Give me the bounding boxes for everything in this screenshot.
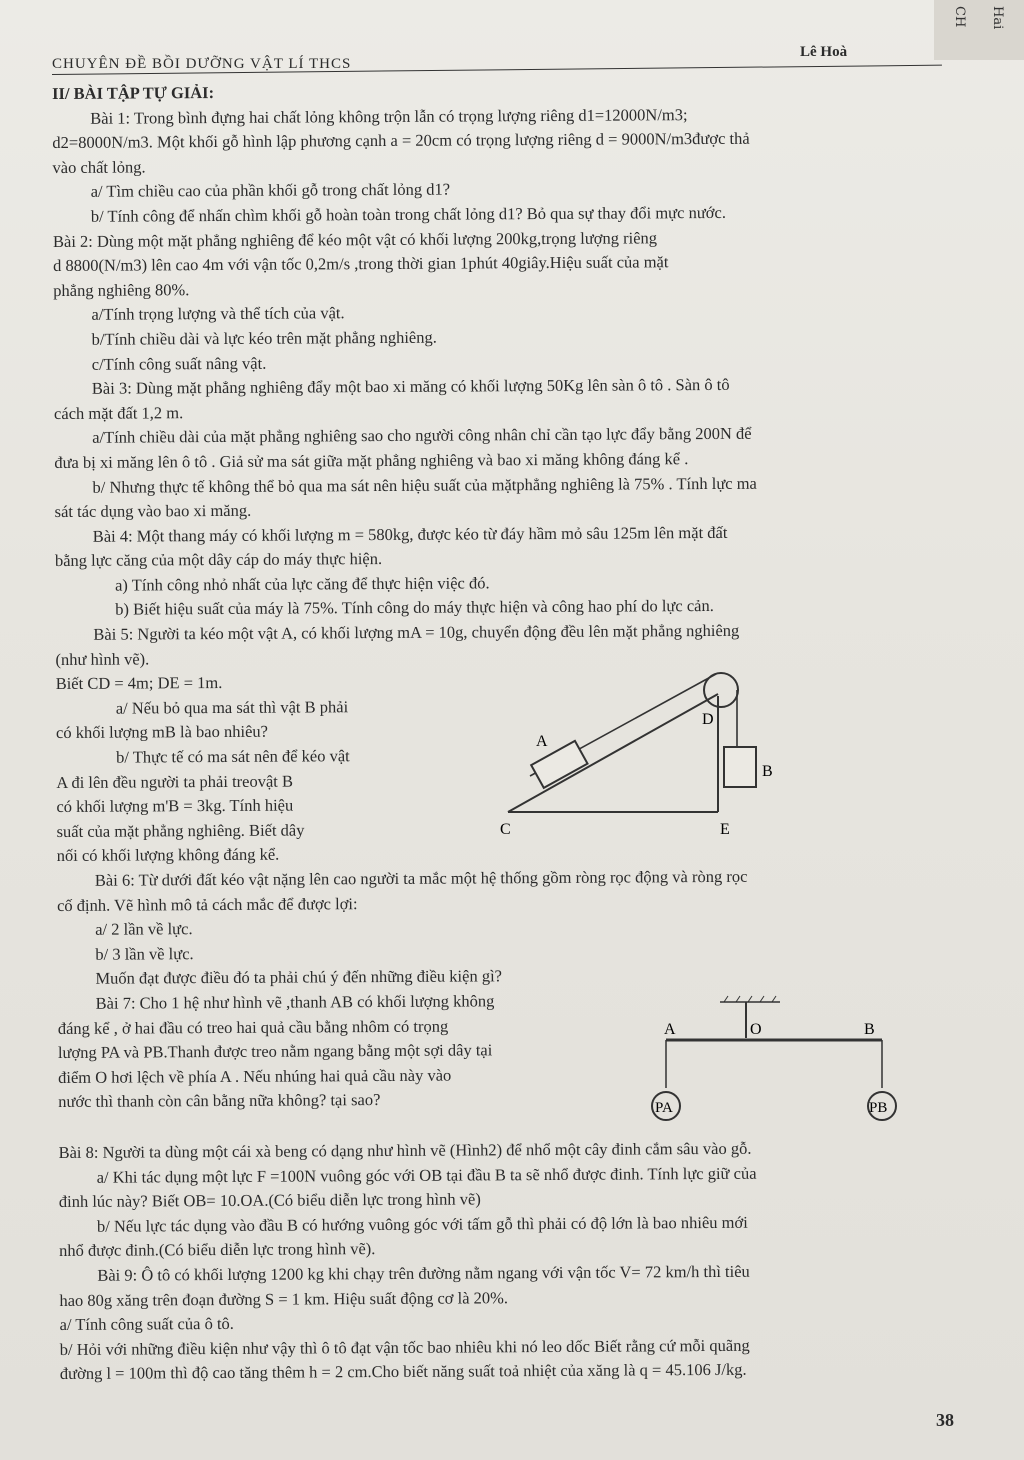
label-b: B — [864, 1021, 875, 1038]
label-a: A — [536, 733, 548, 750]
bai5-line9: suất của mặt phẳng nghiêng. Biết dây — [56, 820, 305, 841]
corner-text-b: Hai — [990, 6, 1005, 30]
bai7-line5: nước thì thanh còn cân bằng nữa không? tại sao? — [58, 1090, 381, 1112]
bai8-line3: đinh lúc này? Biết OB= 10.OA.(Có biểu diễn lực trong hình vẽ) — [58, 1189, 481, 1212]
hatch — [736, 996, 740, 1002]
bai4-line2: bằng lực căng của một dây cáp do máy thực hiện. — [54, 549, 383, 571]
bai9-line1: Bài 9: Ô tô có khối lượng 1200 kg khi chạy trên đường nằm ngang với vận tốc V= 72 km/h thì tiêu — [97, 1261, 750, 1285]
bai6-question: Muốn đạt được điều đó ta phải chú ý đến những điều kiện gì? — [95, 966, 503, 989]
hatch — [748, 996, 752, 1002]
bai5-line3: Biết CD = 4m; DE = 1m. — [55, 673, 223, 694]
bai5-line2: (như hình vẽ). — [55, 649, 150, 669]
bai2-part-c: c/Tính công suất nâng vật. — [91, 353, 267, 374]
label-d: D — [702, 711, 714, 728]
bai1-line2: d2=8000N/m3. Một khối gỗ hình lập phương cạnh a = 20cm có trọng lượng riêng d = 9000N/m3được thả — [52, 128, 750, 153]
page-number: 38 — [936, 1410, 954, 1430]
label-a: A — [664, 1021, 676, 1038]
header-author: Lê Hoà — [800, 44, 848, 60]
bai5-line1: Bài 5: Người ta kéo một vật A, có khối lượng mA = 10g, chuyển động đều lên mặt phẳng nghiêng — [93, 620, 740, 644]
bai4-part-a: a) Tính công nhỏ nhất của lực căng để thực hiện việc đó. — [115, 573, 490, 595]
bai3-line4: đưa bị xi măng lên ô tô . Giả sử ma sát giữa mặt phẳng nghiêng và bao xi măng không đáng kể . — [54, 449, 689, 472]
bai1-line3: vào chất lỏng. — [52, 157, 146, 177]
bai6-line2: cố định. Vẽ hình mô tả cách mắc để được lợi: — [56, 893, 358, 915]
lever-balance-figure — [650, 992, 900, 1124]
bai3-line2: cách mặt đất 1,2 m. — [53, 402, 184, 423]
header-title: CHUYÊN ĐỀ BỒI DƯỠNG VẬT LÍ THCS — [52, 56, 352, 72]
bai5-line10: nối có khối lượng không đáng kể. — [56, 845, 280, 866]
bai8-line5: nhổ được đinh.(Có biểu diễn lực trong hình vẽ). — [59, 1239, 376, 1261]
label-e: E — [720, 821, 730, 838]
bai5-line8: có khối lượng m'B = 3kg. Tính hiệu — [56, 795, 294, 817]
bai5-line7: A đi lên đều người ta phải treovật B — [56, 771, 294, 792]
hatch — [724, 996, 728, 1002]
bai8-part-b: b/ Nếu lực tác dụng vào đầu B có hướng vuông góc với tấm gỗ thì phải có độ lớn là bao nhiêu mới — [96, 1212, 748, 1236]
bai5-part-a: a/ Nếu bỏ qua ma sát thì vật B phải — [115, 697, 349, 718]
bai8-part-a: a/ Khi tác dụng một lực F =100N vuông góc với OB tại đầu B ta sẽ nhổ được đinh. Tính lực giữ của — [96, 1163, 757, 1187]
bai1-part-a: a/ Tìm chiều cao của phần khối gỗ trong chất lỏng d1? — [90, 179, 451, 202]
corner-text-a: CH — [952, 6, 967, 28]
bai9-part-a: a/ Tính công suất của ô tô. — [59, 1314, 234, 1335]
bai7-line1: Bài 7: Cho 1 hệ như hình vẽ ,thanh AB có khối lượng không — [95, 991, 495, 1013]
bai2-part-b: b/Tính chiều dài và lực kéo trên mặt phẳng nghiêng. — [91, 327, 437, 349]
bai9-part-b-line1: b/ Hỏi với những điều kiện như vậy thì ô tô đạt vận tốc bao nhiêu khi nó leo dốc Biết rằng cứ mỗi quãng — [59, 1335, 750, 1359]
bai2-line3: phẳng nghiêng 80%. — [53, 279, 190, 300]
bai5-line5: có khối lượng mB là bao nhiêu? — [55, 722, 268, 743]
incline-pulley-figure — [496, 672, 776, 842]
bai2-line2: d 8800(N/m3) lên cao 4m với vận tốc 0,2m/s ,trong thời gian 1phút 40giây.Hiệu suất của mặt — [53, 252, 669, 276]
label-pa: PA — [655, 1100, 673, 1116]
bai2-line1: Bài 2: Dùng một mặt phẳng nghiêng để kéo một vật có khối lượng 200kg,trọng lượng riêng — [52, 227, 658, 251]
bai9-part-b-line2: đường l = 100m thì độ cao tăng thêm h = 2 cm.Cho biết năng suất toả nhiệt của xăng là q = 45.106 J/kg. — [59, 1360, 747, 1384]
bai1-part-b: b/ Tính công để nhấn chìm khối gỗ hoàn toàn trong chất lỏng d1? Bỏ qua sự thay đổi mực nước. — [90, 202, 726, 226]
bai6-line1: Bài 6: Từ dưới đất kéo vật nặng lên cao người ta mắc một hệ thống gồm ròng rọc động và ròng rọc — [94, 866, 748, 890]
bai1-line1: Bài 1: Trong bình đựng hai chất lỏng không trộn lẫn có trọng lượng riêng d1=12000N/m3; — [90, 104, 688, 128]
bai7-line3: lượng PA và PB.Thanh được treo nằm ngang bằng một sợi dây tại — [57, 1040, 493, 1063]
bai3-line5: b/ Nhưng thực tế không thể bỏ qua ma sát nên hiệu suất của mặtphẳng nghiêng là 75% . Tính lực ma — [92, 473, 757, 497]
pulley-wheel — [704, 673, 738, 707]
label-b: B — [762, 763, 773, 780]
label-pb: PB — [869, 1100, 888, 1116]
label-c: C — [500, 821, 511, 838]
bai3-line1: Bài 3: Dùng mặt phẳng nghiêng đẩy một bao xi măng có khối lượng 50Kg lên sàn ô tô . Sàn ô tô — [91, 374, 730, 398]
bai5-part-b: b/ Thực tế có ma sát nên để kéo vật — [116, 746, 350, 767]
bai4-line1: Bài 4: Một thang máy có khối lượng m = 580kg, được kéo từ đáy hầm mỏ sâu 125m lên mặt đất — [92, 522, 728, 546]
bai7-line2: đáng kể , ở hai đầu có treo hai quả cầu bằng nhôm có trọng — [57, 1016, 449, 1038]
block-b — [724, 747, 756, 787]
bai7-line4: điểm O hơi lệch về phía A . Nếu nhúng hai quả cầu này vào — [58, 1065, 452, 1087]
bai6-part-a: a/ 2 lần về lực. — [95, 919, 193, 939]
hatch — [772, 996, 776, 1002]
bai2-part-a: a/Tính trọng lượng và thể tích của vật. — [91, 303, 345, 325]
hatch — [760, 996, 764, 1002]
bai4-part-b: b) Biết hiệu suất của máy là 75%. Tính công do máy thực hiện và công hao phí do lực cản. — [115, 596, 714, 620]
section-title: II/ BÀI TẬP TỰ GIẢI: — [52, 83, 215, 103]
bai3-line3: a/Tính chiều dài của mặt phẳng nghiêng sao cho người công nhân chỉ cần tạo lực đẩy bằng 200N để — [92, 424, 752, 448]
bai9-line2: hao 80g xăng trên đoạn đường S = 1 km. Hiệu suất động cơ là 20%. — [59, 1287, 509, 1310]
bai8-line1: Bài 8: Người ta dùng một cái xà beng có dạng như hình vẽ (Hình2) để nhổ một cây đinh cắm sâu vào gỗ. — [58, 1138, 752, 1162]
corner-fold — [934, 0, 1024, 60]
label-o: O — [750, 1021, 762, 1038]
incline-surface — [508, 694, 718, 812]
bai6-part-b: b/ 3 lần về lực. — [95, 943, 194, 964]
bai3-line6: sát tác dụng vào bao xi măng. — [54, 500, 252, 522]
